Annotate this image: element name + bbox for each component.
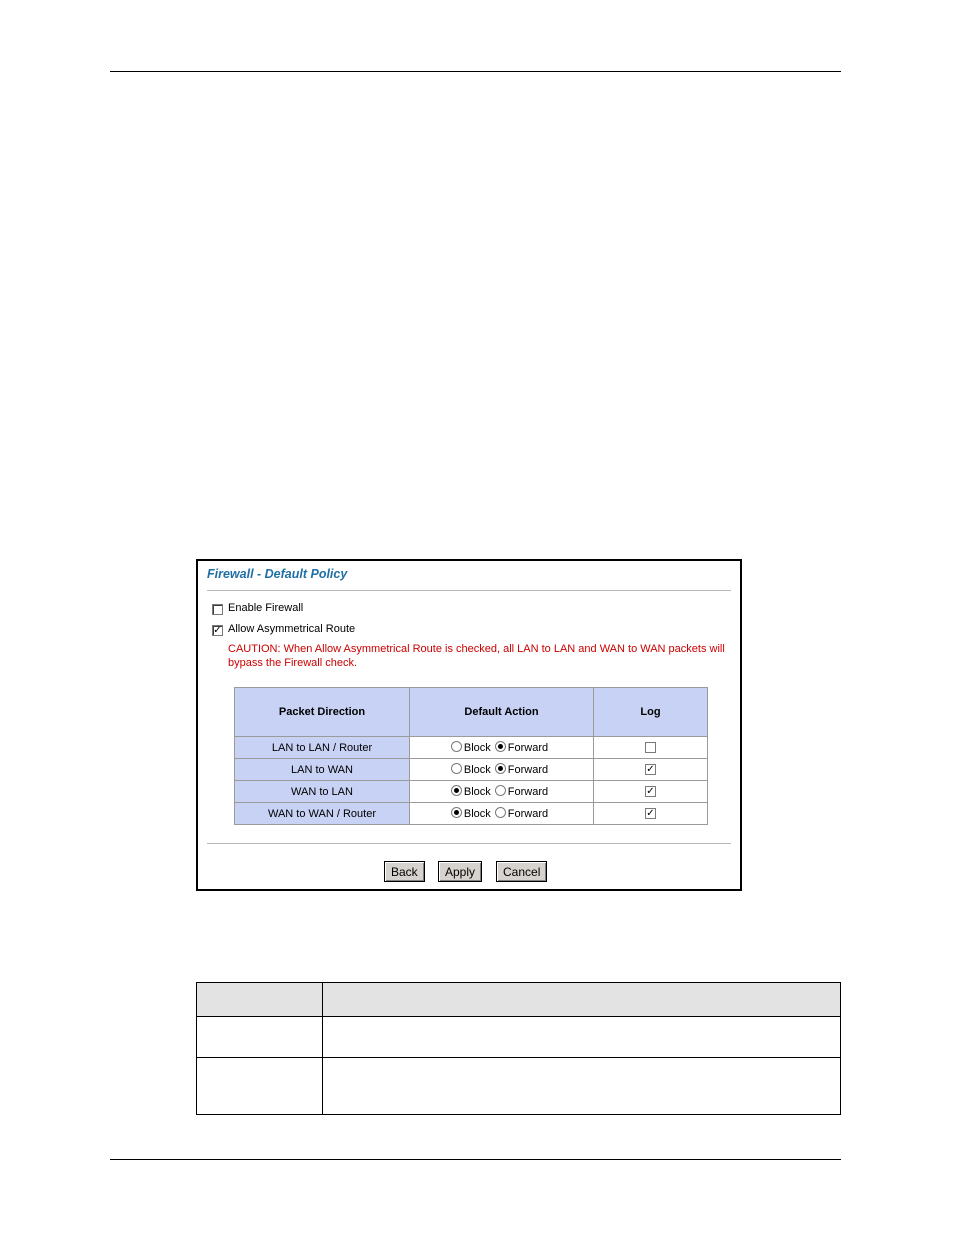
forward-label: Forward bbox=[507, 742, 549, 754]
log-checkbox[interactable]: ✓ bbox=[646, 764, 655, 776]
allow-asymmetrical-route-checkbox[interactable]: ✓ bbox=[213, 625, 222, 636]
title-divider bbox=[207, 590, 731, 592]
block-label: Block bbox=[463, 742, 491, 754]
packet-direction-cell: WAN to WAN / Router bbox=[235, 803, 409, 824]
block-label: Block bbox=[463, 764, 491, 776]
button-divider bbox=[207, 843, 731, 845]
forward-radio[interactable] bbox=[495, 741, 506, 752]
block-radio[interactable] bbox=[451, 807, 462, 818]
table-row bbox=[235, 803, 707, 824]
log-cell bbox=[594, 759, 707, 780]
forward-radio[interactable] bbox=[495, 785, 506, 796]
default-action-cell bbox=[410, 759, 593, 780]
forward-radio[interactable] bbox=[495, 807, 506, 818]
default-action-cell bbox=[410, 781, 593, 802]
field-description-table bbox=[196, 982, 841, 1115]
panel-title: Firewall - Default Policy bbox=[207, 567, 348, 581]
enable-firewall-checkbox[interactable] bbox=[212, 604, 223, 615]
default-policy-table bbox=[234, 687, 708, 825]
log-checkbox[interactable] bbox=[645, 742, 656, 753]
table-cell bbox=[323, 1058, 841, 1115]
packet-direction-cell: LAN to WAN bbox=[235, 759, 409, 780]
table-row bbox=[197, 1017, 841, 1058]
default-action-cell bbox=[410, 803, 593, 824]
log-checkbox[interactable]: ✓ bbox=[646, 808, 655, 820]
log-cell bbox=[594, 781, 707, 802]
label-column-header bbox=[197, 983, 323, 1017]
log-checkbox[interactable]: ✓ bbox=[646, 786, 655, 798]
packet-direction-cell: LAN to LAN / Router bbox=[235, 737, 409, 758]
forward-label: Forward bbox=[507, 786, 549, 798]
block-label: Block bbox=[463, 808, 491, 820]
packet-direction-cell: WAN to LAN bbox=[235, 781, 409, 802]
table-row bbox=[235, 781, 707, 802]
header-default-action: Default Action bbox=[410, 688, 593, 736]
forward-label: Forward bbox=[507, 764, 549, 776]
table-row bbox=[235, 737, 707, 758]
table-cell bbox=[323, 1017, 841, 1058]
block-label: Block bbox=[463, 786, 491, 798]
firewall-default-policy-panel bbox=[196, 559, 742, 891]
caution-text: CAUTION: When Allow Asymmetrical Route is checked, all LAN to LAN and WAN to WAN packets will bypass the Firewall check. bbox=[228, 643, 725, 669]
cancel-button[interactable]: Cancel bbox=[496, 861, 547, 882]
forward-label: Forward bbox=[507, 808, 549, 820]
block-radio[interactable] bbox=[451, 741, 462, 752]
header-rule bbox=[110, 71, 841, 72]
forward-radio[interactable] bbox=[495, 763, 506, 774]
footer-rule bbox=[110, 1159, 841, 1160]
table-row bbox=[197, 1058, 841, 1115]
block-radio[interactable] bbox=[451, 785, 462, 796]
log-cell bbox=[594, 803, 707, 824]
table-row bbox=[235, 759, 707, 780]
header-log: Log bbox=[594, 688, 707, 736]
header-packet-direction: Packet Direction bbox=[235, 688, 409, 736]
default-action-cell bbox=[410, 737, 593, 758]
description-column-header bbox=[323, 983, 841, 1017]
back-button[interactable]: Back bbox=[384, 861, 425, 882]
apply-button[interactable]: Apply bbox=[438, 861, 482, 882]
log-cell bbox=[594, 737, 707, 758]
allow-asymmetrical-route-label: Allow Asymmetrical Route bbox=[228, 623, 356, 635]
table-cell bbox=[197, 1058, 323, 1115]
table-cell bbox=[197, 1017, 323, 1058]
enable-firewall-label: Enable Firewall bbox=[228, 602, 304, 614]
block-radio[interactable] bbox=[451, 763, 462, 774]
